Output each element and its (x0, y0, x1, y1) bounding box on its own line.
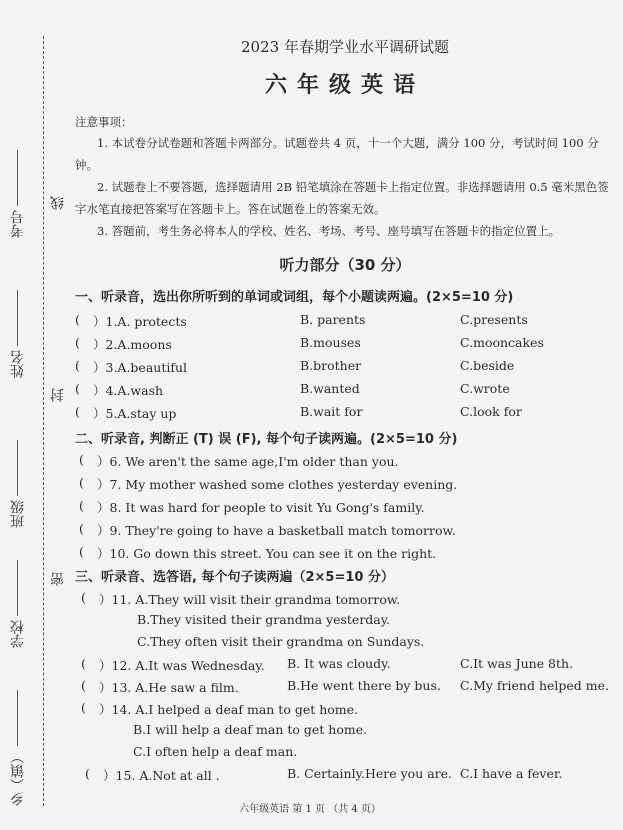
answer-paren: ( (81, 656, 86, 671)
answer-paren: ( (75, 312, 80, 327)
option-c: C.beside (460, 358, 515, 373)
question-row (75, 544, 615, 564)
option-b: B.brother (300, 358, 362, 373)
notice-item-3: 3. 答题前，考生务必将本人的学校、姓名、考场、考号、座号填写在答题卡的指定位置上。 (97, 224, 561, 238)
question-row (75, 521, 615, 541)
answer-paren: ( (79, 498, 84, 513)
answer-paren: ( (81, 678, 86, 693)
option-c: C.mooncakes (460, 335, 544, 350)
option-a: ）3.A.beautiful (93, 360, 188, 375)
question-row (75, 498, 615, 518)
answer-paren: ( (81, 590, 86, 605)
part1-heading: 一、听录音，选出你所听到的单词或词组，每个小题读两遍。(2×5=10 分) (75, 290, 514, 305)
option-b: B. It was cloudy. (287, 656, 391, 671)
option-b: B. parents (300, 312, 366, 327)
answer-paren: ( (79, 544, 84, 559)
option-text: B.They visited their grandma yesterday. (137, 612, 391, 627)
option-a: ）1.A. protects (93, 314, 187, 329)
option-text: C.I often help a deaf man. (133, 744, 298, 759)
answer-paren: ( (75, 335, 80, 350)
seal-line (43, 36, 44, 806)
notice-item-1: 1. 本试卷分试卷题和答题卡两部分。试题卷共 4 页，十一个大题，满分 100 分，考试时间 100 分钟。 (75, 136, 599, 172)
option-a: ）4.A.wash (93, 383, 164, 398)
question-row (75, 335, 615, 355)
question-row (75, 700, 615, 720)
field-exam-number: 考号 (8, 150, 28, 238)
answer-paren: ( (79, 521, 84, 536)
answer-paren: ( (81, 700, 86, 715)
answer-paren: ( (85, 766, 90, 781)
question-row (75, 312, 615, 332)
option-c: C.It was June 8th. (460, 656, 574, 671)
option-row (75, 634, 615, 654)
answer-paren: ( (75, 358, 80, 373)
option-a: ）2.A.moons (93, 337, 172, 352)
option-a: ）5.A.stay up (93, 406, 177, 421)
option-b: B.wait for (300, 404, 363, 419)
answer-paren: ( (79, 452, 84, 467)
option-a: ）12. A.It was Wednesday. (99, 658, 265, 673)
answer-paren: ( (75, 381, 80, 396)
option-text: C.They often visit their grandma on Sundays. (137, 634, 425, 649)
option-c: C.presents (460, 312, 528, 327)
field-school: 学校 (8, 560, 28, 648)
subject-title: 六年级英语 (264, 72, 425, 98)
option-b: B.mouses (300, 335, 361, 350)
notice-heading: 注意事项： (75, 115, 133, 129)
question-text: ）11. A.They will visit their grandma tomorrow. (99, 592, 401, 607)
question-text: ）6. We aren't the same age,I'm older than you. (97, 454, 399, 469)
question-text: ）8. It was hard for people to visit Yu Gong's family. (97, 500, 425, 515)
answer-paren: ( (75, 404, 80, 419)
option-b: B.He went there by bus. (287, 678, 441, 693)
question-row (75, 404, 615, 424)
option-text: B.I will help a deaf man to get home. (133, 722, 368, 737)
question-text: ）10. Go down this street. You can see it on the right. (97, 546, 437, 561)
option-a: ）15. A.Not at all . (103, 768, 220, 783)
question-text: ）9. They're going to have a basketball match tomorrow. (97, 523, 456, 538)
page-footer: 六年级英语 第 1 页 （共 4 页） (239, 804, 381, 815)
option-b: B.wanted (300, 381, 360, 396)
field-name: 姓名 (8, 290, 28, 378)
option-row (75, 722, 615, 742)
part3-heading: 三、听录音、选答语, 每个句子读两遍（2×5=10 分） (75, 570, 394, 585)
seal-word-mi: 密 (50, 572, 66, 586)
question-row (75, 358, 615, 378)
part2-heading: 二、听录音, 判断正 (T) 误 (F), 每个句子读两遍。(2×5=10 分) (75, 432, 458, 447)
option-c: C.look for (460, 404, 522, 419)
question-row (75, 381, 615, 401)
question-row (75, 766, 615, 786)
exam-title: 2023 年春期学业水平调研试题 (241, 38, 449, 56)
seal-word-xian: 线 (50, 196, 66, 210)
question-row (75, 656, 615, 676)
option-b: B. Certainly.Here you are. (287, 766, 453, 781)
question-row (75, 475, 615, 495)
option-a: ）13. A.He saw a film. (99, 680, 239, 695)
option-row (75, 744, 615, 764)
field-township: 乡（镇） (8, 690, 28, 806)
field-class: 班级 (8, 440, 28, 528)
question-text: ）7. My mother washed some clothes yesterday evening. (97, 477, 458, 492)
answer-paren: ( (79, 475, 84, 490)
option-c: C.I have a fever. (460, 766, 563, 781)
question-row (75, 452, 615, 472)
question-row (75, 678, 615, 698)
option-c: C.wrote (460, 381, 510, 396)
notice-item-2: 2. 试题卷上不要答题，选择题请用 2B 铅笔填涂在答题卡上指定位置。非选择题请用 0.5 毫米黑色签字水笔直接把答案写在答题卡上。答在试题卷上的答案无效。 (75, 180, 609, 216)
option-row (75, 612, 615, 632)
listening-section-title: 听力部分（30 分） (279, 256, 411, 274)
seal-word-feng: 封 (50, 388, 66, 402)
question-row (75, 590, 615, 610)
question-text: ）14. A.I helped a deaf man to get home. (99, 702, 359, 717)
option-c: C.My friend helped me. (460, 678, 609, 693)
